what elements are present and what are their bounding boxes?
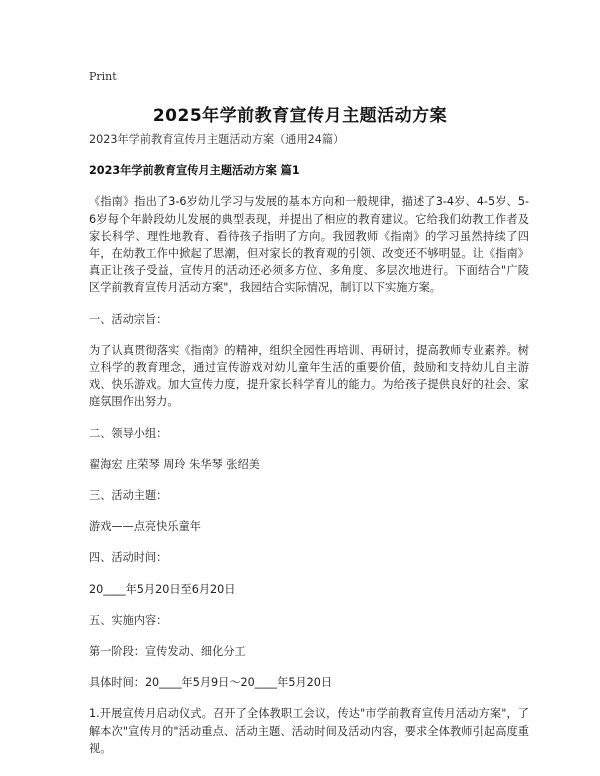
section-heading: 2023年学前教育宣传月主题活动方案 篇1 [89,164,300,178]
heading-purpose: 一、活动宗旨： [89,312,168,326]
leadership-members: 翟海宏 庄荣琴 周玲 朱华琴 张绍美 [89,457,260,471]
document-subtitle: 2023年学前教育宣传月主题活动方案（通用24篇） [89,133,345,146]
purpose-paragraph: 为了认真贯彻落实《指南》的精神，组织全园性再培训、再研讨，提高教师专业素养。树立科学的教育理念，通过宣传游戏对幼儿童年生活的重要价值，鼓励和支持幼儿自主游戏、快乐游戏。加大宣传力度，提升家长科学育儿的能力。为给孩子提供良好的社会、家庭氛围作出努力。 [89,343,529,409]
document-title: 2025年学前教育宣传月主题活动方案 [152,106,448,126]
stage-one-time: 具体时间：20____年5月9日～20____年5月20日 [89,676,333,690]
heading-theme: 三、活动主题： [89,489,168,503]
heading-content: 五、实施内容： [89,613,168,627]
stage-one: 第一阶段：宣传发动、细化分工 [89,645,246,659]
time-text: 20____年5月20日至6月20日 [89,582,236,596]
theme-text: 游戏——点亮快乐童年 [89,520,201,534]
print-label: Print [89,70,117,83]
stage-one-item-1: 1.开展宣传月启动仪式。召开了全体教职工会议，传达"市学前教育宣传月活动方案"，了解本次"宣传月的"活动重点、活动主题、活动时间及活动内容，要求全体教师引起高度重视。 [89,707,529,755]
heading-leadership: 二、领导小组： [89,426,168,440]
intro-paragraph: 《指南》指出了3-6岁幼儿学习与发展的基本方向和一般规律，描述了3-4岁、4-5岁、5-6岁每个年龄段幼儿发展的典型表现，并提出了相应的教育建议。它给我们幼教工作者及家长科学、理性地教育、看待孩子指明了方向。我园教师《指南》的学习虽然持续了四年，在幼教工作中掀起了思潮，但对家长的教育观的引领、改变还不够明显。让《指南》真正让孩子受益，宣传月的活动还必须多方位、多角度、多层次地进行。下面结合"广陵区学前教育宣传月活动方案"，我园结合实际情况，制订以下实施方案。 [89,195,529,295]
heading-time: 四、活动时间： [89,551,168,565]
document-body [89,131,529,771]
